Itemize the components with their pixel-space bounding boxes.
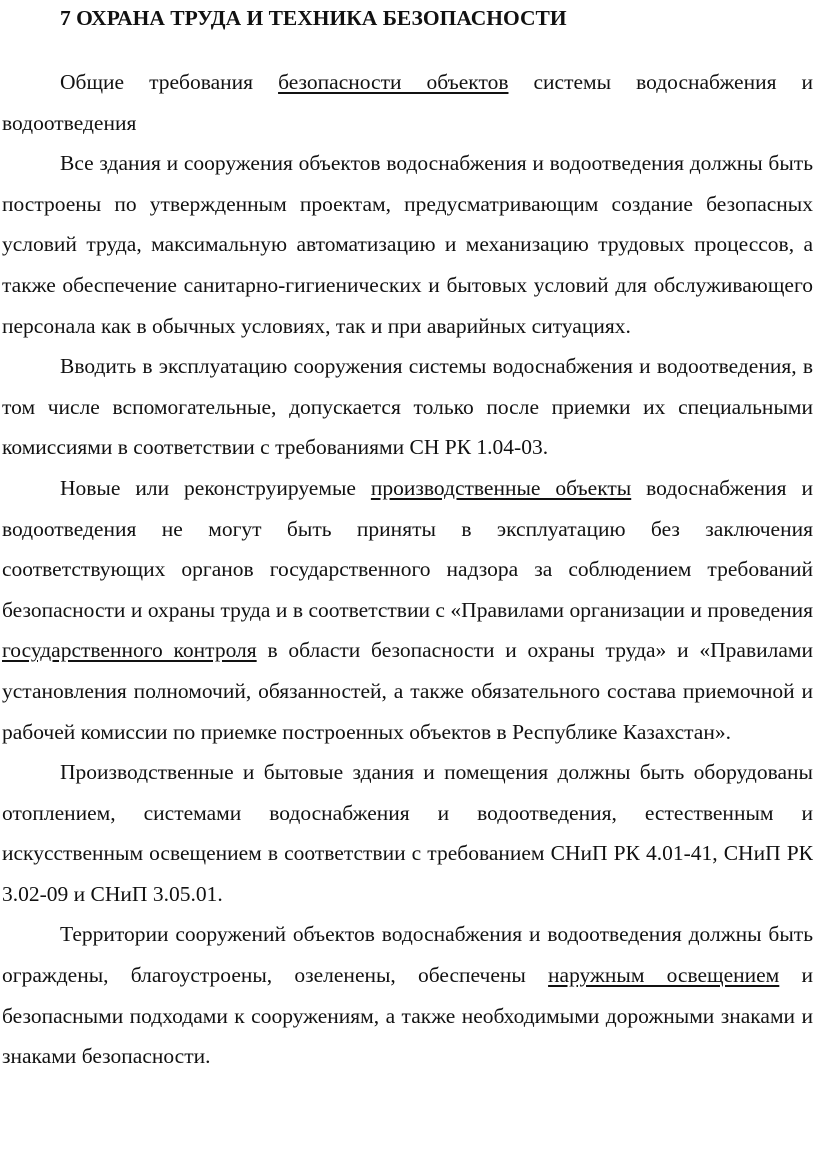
paragraph-buildings [2,143,813,346]
underlined-term: безопасности объектов [278,70,509,94]
paragraph-production-buildings [2,752,813,914]
text-run: в области безопасности и охраны труда» и «Правилами установления полномочий, обязанностей, а также обязательного состава приемочной и рабочей комиссии по приемке построенных объектов в Республике Казахстан». [2,638,813,744]
underlined-term: государственного контроля [2,638,257,663]
paragraph-territories [2,914,813,1076]
paragraph-new-objects [2,468,813,752]
underlined-term: производственные объекты [370,475,632,500]
text-run: Новые или реконструируемые [60,475,371,500]
text-run: системы водоснабжения и водоотведения [2,70,813,135]
section-heading: 7 ОХРАНА ТРУДА И ТЕХНИКА БЕЗОПАСНОСТИ [60,6,567,30]
paragraph-general-requirements [2,62,813,143]
text-run: Территории сооружений объектов водоснабжения и водоотведения должны быть ограждены, благоустроены, озеленены, обеспечены [2,922,813,988]
text-run: водоснабжения и водоотведения не могут быть приняты в эксплуатацию без заключения соответствующих органов государственного надзора за соблюдением требований безопасности и охраны труда и в соответствии с «Правилами организации и проведения [2,475,813,622]
paragraph-commissioning [2,346,813,468]
underlined-term: наружным освещением [548,963,780,988]
text-run: Все здания и сооружения объектов водоснабжения и водоотведения должны быть построены по утвержденным проектам, предусматривающим создание безопасных условий труда, максимальную автоматизацию и механизацию трудовых процессов, а также обеспечение санитарно-гигиенических и бытовых условий для обслуживающего персонала как в обычных условиях, так и при аварийных ситуациях. [2,151,813,338]
text-run: Общие требования [60,70,279,94]
text-run: и безопасными подходами к сооружениям, а также необходимыми дорожными знаками и знаками безопасности. [2,963,813,1069]
text-run: Производственные и бытовые здания и помещения должны быть оборудованы отоплением, системами водоснабжения и водоотведения, естественным и искусственным освещением в соответствии с требованием СНиП РК 4.01-41, СНиП РК 3.02-09 и СНиП 3.05.01. [2,760,813,906]
text-run: Вводить в эксплуатацию сооружения системы водоснабжения и водоотведения, в том числе вспомогательные, допускается только после приемки их специальными комиссиями в соответствии с требованиями СН РК 1.04-03. [2,354,813,460]
document-body [2,62,813,1077]
